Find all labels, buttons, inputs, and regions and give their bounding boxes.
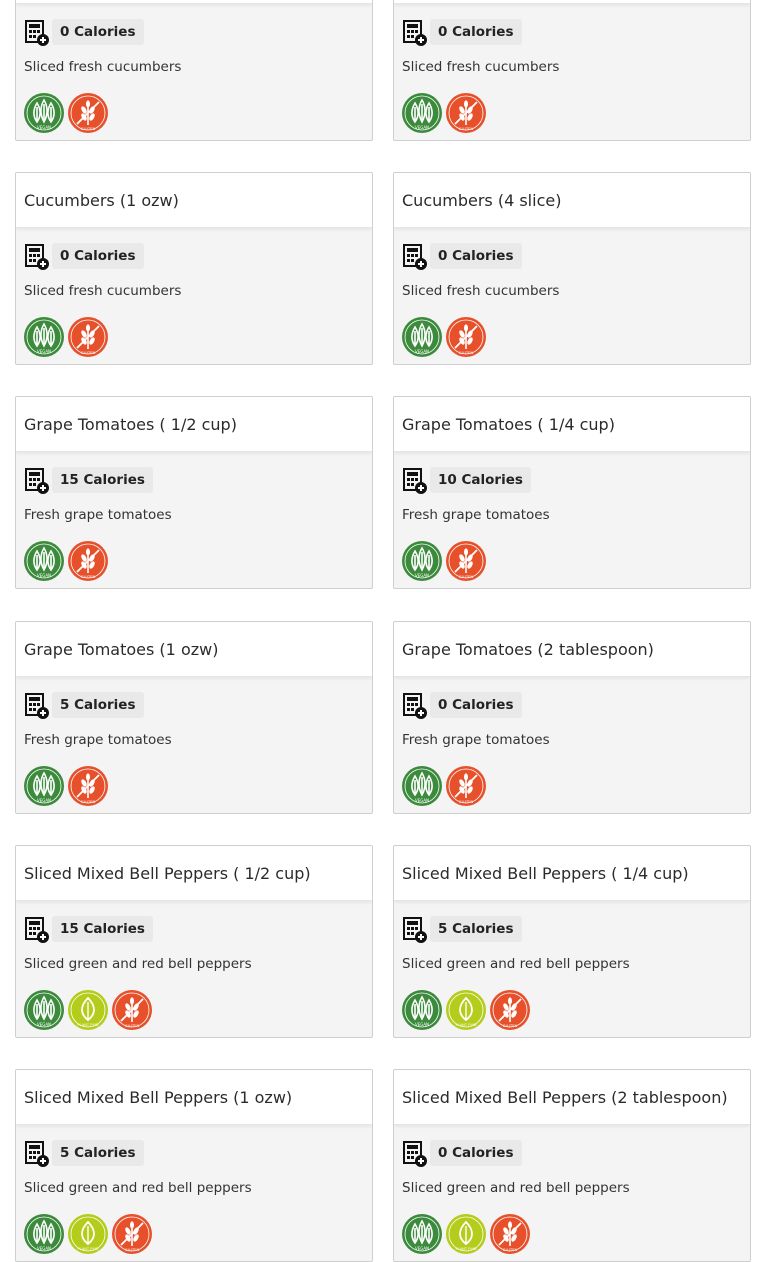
svg-text:PLANT FWD: PLANT FWD [455,1023,477,1027]
svg-text:GLUTEN: GLUTEN [502,1024,518,1028]
item-title[interactable]: Cucumbers (4 slice) [402,191,562,210]
nutrition-calculator-icon[interactable] [25,693,49,719]
nutrition-calculator-icon[interactable] [403,693,427,719]
dietary-icons [402,990,534,1030]
calories-badge: 0 Calories [430,692,522,718]
item-title[interactable]: Grape Tomatoes (1 ozw) [24,640,219,659]
item-description: Sliced green and red bell peppers [24,1180,252,1196]
item-description: Sliced fresh cucumbers [24,59,182,75]
gluten-free-icon[interactable] [68,93,108,133]
item-title[interactable]: Sliced Mixed Bell Peppers ( 1/2 cup) [24,864,311,883]
svg-text:PLANT FWD: PLANT FWD [455,1247,477,1251]
vegan-icon[interactable] [24,317,64,357]
svg-text:VEGAN: VEGAN [36,573,52,578]
svg-text:GLUTEN: GLUTEN [124,1024,140,1028]
plant-forward-icon[interactable] [68,990,108,1030]
vegan-icon[interactable] [402,990,442,1030]
svg-text:GLUTEN: GLUTEN [502,1248,518,1252]
item-title[interactable]: Grape Tomatoes (2 tablespoon) [402,640,654,659]
menu-item-card[interactable] [393,396,751,589]
calories-badge: 5 Calories [430,916,522,942]
item-title[interactable]: Grape Tomatoes ( 1/4 cup) [402,415,615,434]
item-description: Sliced fresh cucumbers [402,283,560,299]
svg-text:VEGAN: VEGAN [36,798,52,803]
svg-text:VEGAN: VEGAN [414,349,430,354]
nutrition-calculator-icon[interactable] [403,1141,427,1167]
svg-text:VEGAN: VEGAN [414,125,430,130]
calories-badge: 0 Calories [430,243,522,269]
dietary-icons [402,766,490,806]
svg-text:GLUTEN: GLUTEN [80,127,96,131]
nutrition-calculator-icon[interactable] [25,1141,49,1167]
menu-item-card[interactable] [393,0,751,141]
svg-text:GLUTEN: GLUTEN [124,1248,140,1252]
svg-text:GLUTEN: GLUTEN [458,127,474,131]
item-description: Sliced green and red bell peppers [402,1180,630,1196]
dietary-icons [24,317,112,357]
nutrition-calculator-icon[interactable] [403,468,427,494]
nutrition-calculator-icon[interactable] [25,917,49,943]
item-title[interactable]: Sliced Mixed Bell Peppers (2 tablespoon) [402,1088,728,1107]
calories-badge: 15 Calories [52,467,153,493]
vegan-icon[interactable] [24,1214,64,1254]
calories-badge: 5 Calories [52,1140,144,1166]
svg-text:VEGAN: VEGAN [414,798,430,803]
svg-text:GLUTEN: GLUTEN [458,575,474,579]
nutrition-calculator-icon[interactable] [403,20,427,46]
menu-item-card[interactable] [393,621,751,814]
nutrition-calculator-icon[interactable] [403,244,427,270]
gluten-free-icon[interactable] [446,541,486,581]
menu-item-card[interactable] [15,396,373,589]
calories-badge: 10 Calories [430,467,531,493]
vegan-icon[interactable] [24,990,64,1030]
calories-badge: 5 Calories [52,692,144,718]
svg-text:VEGAN: VEGAN [414,573,430,578]
menu-item-card[interactable] [15,1069,373,1262]
vegan-icon[interactable] [402,766,442,806]
vegan-icon[interactable] [402,541,442,581]
plant-forward-icon[interactable] [446,990,486,1030]
calories-badge: 0 Calories [430,1140,522,1166]
nutrition-calculator-icon[interactable] [403,917,427,943]
item-description: Sliced green and red bell peppers [24,956,252,972]
svg-text:VEGAN: VEGAN [36,1022,52,1027]
item-title[interactable]: Sliced Mixed Bell Peppers ( 1/4 cup) [402,864,689,883]
plant-forward-icon[interactable] [68,1214,108,1254]
nutrition-calculator-icon[interactable] [25,468,49,494]
menu-item-card[interactable] [393,845,751,1038]
item-description: Fresh grape tomatoes [402,507,550,523]
gluten-free-icon[interactable] [112,1214,152,1254]
nutrition-calculator-icon[interactable] [25,20,49,46]
svg-text:GLUTEN: GLUTEN [80,575,96,579]
gluten-free-icon[interactable] [490,990,530,1030]
menu-item-card[interactable] [393,172,751,365]
gluten-free-icon[interactable] [68,317,108,357]
svg-text:GLUTEN: GLUTEN [458,800,474,804]
menu-item-card[interactable] [15,172,373,365]
gluten-free-icon[interactable] [446,766,486,806]
menu-item-card[interactable] [393,1069,751,1262]
dietary-icons [24,93,112,133]
item-description: Sliced fresh cucumbers [402,59,560,75]
svg-text:PLANT FWD: PLANT FWD [77,1023,99,1027]
item-description: Sliced green and red bell peppers [402,956,630,972]
svg-text:GLUTEN: GLUTEN [80,800,96,804]
vegan-icon[interactable] [402,93,442,133]
calories-badge: 0 Calories [430,19,522,45]
vegan-icon[interactable] [24,541,64,581]
vegan-icon[interactable] [24,766,64,806]
nutrition-calculator-icon[interactable] [25,244,49,270]
dietary-icons [24,990,156,1030]
dietary-icons [24,1214,156,1254]
svg-text:VEGAN: VEGAN [414,1022,430,1027]
menu-item-card[interactable] [15,621,373,814]
gluten-free-icon[interactable] [68,766,108,806]
dietary-icons [24,766,112,806]
item-description: Fresh grape tomatoes [24,507,172,523]
plant-forward-icon[interactable] [446,1214,486,1254]
menu-item-card[interactable] [15,0,373,141]
gluten-free-icon[interactable] [68,541,108,581]
gluten-free-icon[interactable] [112,990,152,1030]
dietary-icons [402,317,490,357]
dietary-icons [402,541,490,581]
gluten-free-icon[interactable] [446,93,486,133]
vegan-icon[interactable] [24,93,64,133]
gluten-free-icon[interactable] [490,1214,530,1254]
item-title[interactable]: Grape Tomatoes ( 1/2 cup) [24,415,237,434]
item-title[interactable]: Cucumbers (1 ozw) [24,191,179,210]
vegan-icon[interactable] [402,317,442,357]
dietary-icons [402,93,490,133]
svg-text:GLUTEN: GLUTEN [80,351,96,355]
calories-badge: 0 Calories [52,243,144,269]
svg-text:VEGAN: VEGAN [36,125,52,130]
svg-text:VEGAN: VEGAN [36,1246,52,1251]
item-description: Fresh grape tomatoes [402,732,550,748]
gluten-free-icon[interactable] [446,317,486,357]
item-description: Fresh grape tomatoes [24,732,172,748]
item-description: Sliced fresh cucumbers [24,283,182,299]
card-header [16,0,372,4]
svg-text:GLUTEN: GLUTEN [458,351,474,355]
calories-badge: 0 Calories [52,19,144,45]
svg-text:VEGAN: VEGAN [36,349,52,354]
menu-item-card[interactable] [15,845,373,1038]
item-title[interactable]: Sliced Mixed Bell Peppers (1 ozw) [24,1088,293,1107]
svg-text:PLANT FWD: PLANT FWD [77,1247,99,1251]
svg-text:VEGAN: VEGAN [414,1246,430,1251]
vegan-icon[interactable] [402,1214,442,1254]
calories-badge: 15 Calories [52,916,153,942]
dietary-icons [24,541,112,581]
card-header [394,0,750,4]
dietary-icons [402,1214,534,1254]
